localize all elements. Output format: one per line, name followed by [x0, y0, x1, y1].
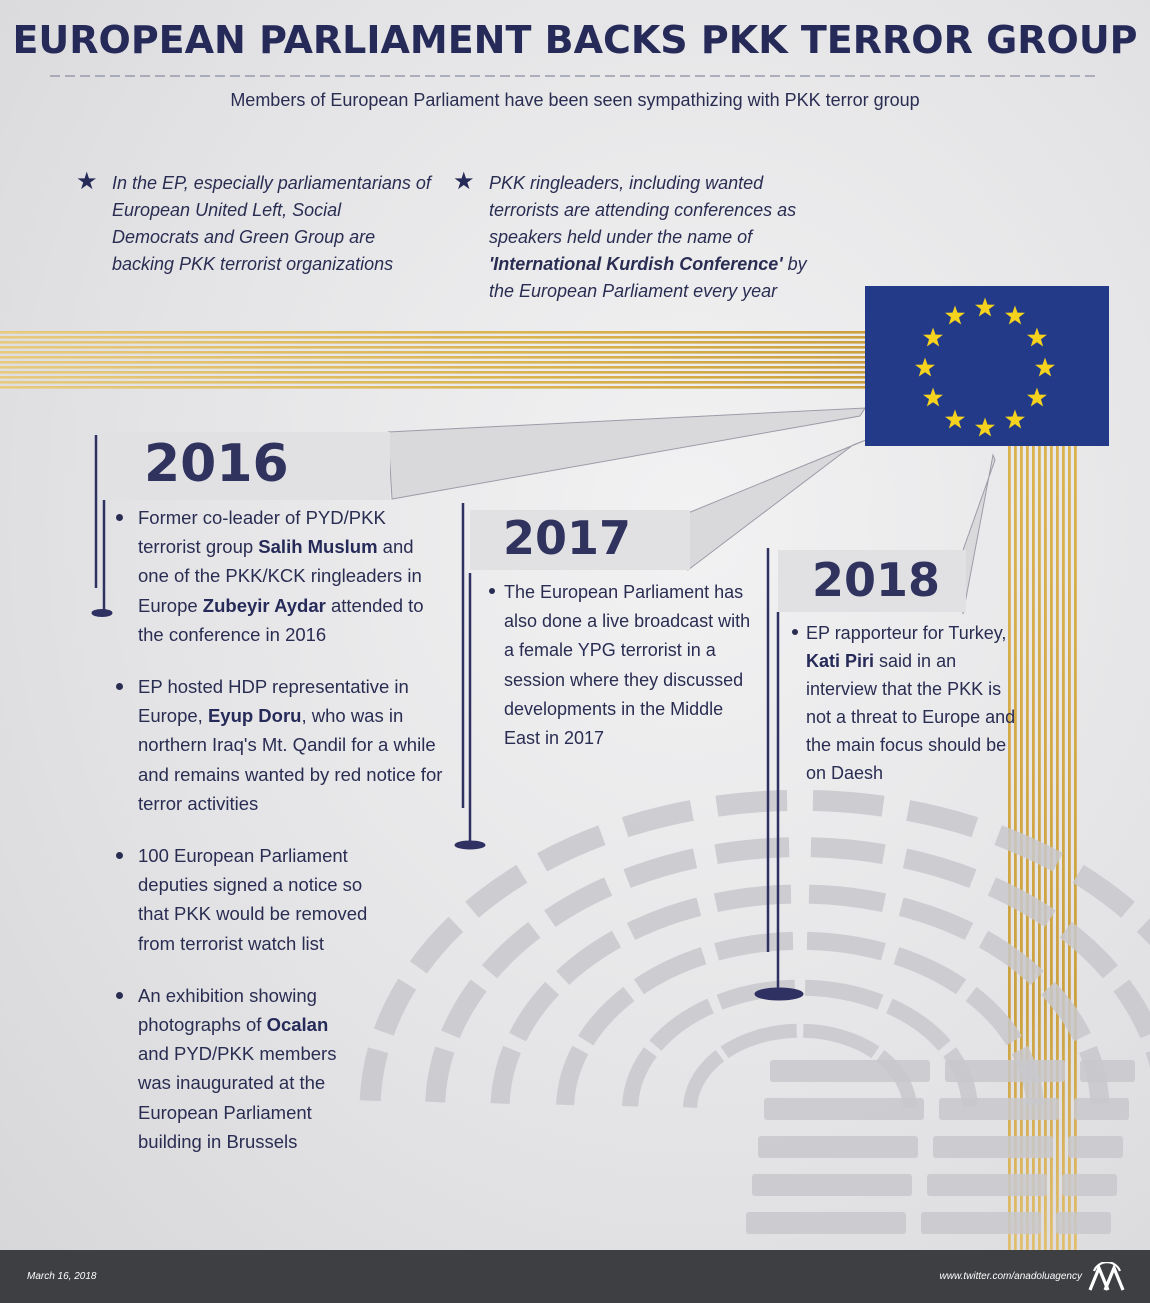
gold-stripe	[1056, 446, 1059, 1250]
gold-stripe	[0, 366, 866, 369]
item-text: attended to the conference in 2016	[138, 594, 424, 645]
item-highlight: Ocalan	[266, 1014, 329, 1036]
hemicycle-seat	[625, 810, 692, 827]
item-highlight: Salih Muslum	[258, 536, 378, 558]
gold-stripe	[0, 386, 866, 389]
gold-horizontal-stripes	[0, 331, 866, 389]
hemicycle-bench	[1068, 1136, 1123, 1158]
hemicycle-seat	[811, 847, 884, 854]
year-2018: 2018	[812, 553, 941, 607]
gold-stripe	[0, 381, 866, 384]
hemicycle-seat	[725, 1031, 797, 1053]
list-2017	[504, 578, 754, 753]
gold-stripe	[1062, 446, 1065, 1250]
hemicycle-seat	[542, 835, 602, 862]
intro-right-bold: 'International Kurdish Conference'	[489, 254, 783, 274]
list-item	[806, 619, 1016, 787]
hemicycle-bench	[752, 1174, 912, 1196]
hemicycle-seat	[518, 988, 553, 1037]
hemicycle-seat	[639, 956, 704, 987]
hemicycle-seat	[500, 1049, 512, 1103]
hemicycle-seat	[998, 835, 1058, 862]
page-title: EUROPEAN PARLIAMENT BACKS PKK TERROR GROUP	[12, 18, 1138, 62]
aa-logo-icon	[1088, 1262, 1126, 1292]
hemicycle-seat	[809, 894, 884, 903]
hemicycle-seat	[716, 894, 791, 903]
hemicycle-bench	[1074, 1098, 1129, 1120]
hemicycle-bench	[758, 1136, 918, 1158]
intro-left	[76, 168, 432, 278]
list-item	[138, 503, 448, 649]
gold-stripe	[0, 356, 866, 359]
item-text: Former co-leader of PYD/PKK terrorist group	[138, 507, 386, 558]
hemicycle-seat	[908, 810, 975, 827]
hemicycle-seat	[1078, 874, 1128, 910]
gold-stripe	[0, 346, 866, 349]
gold-stripe	[0, 361, 866, 364]
gold-stripe	[0, 336, 866, 339]
intro-right	[453, 168, 819, 305]
gold-stripe	[0, 331, 866, 334]
timeline-pole-2018	[755, 548, 803, 1000]
list-item	[138, 841, 448, 958]
hemicycle-seat	[490, 930, 535, 972]
hemicycle-seat	[803, 1031, 875, 1053]
hemicycle-seat	[563, 939, 617, 978]
hemicycle-bench	[1080, 1060, 1135, 1082]
hemicycle-bench	[939, 1098, 1059, 1120]
footer-date: March 16, 2018	[27, 1271, 97, 1282]
hemicycle-bench	[921, 1212, 1041, 1234]
hemicycle-seat	[896, 956, 961, 987]
item-text: An exhibition showing photographs of	[138, 984, 317, 1036]
hemicycle-seat	[805, 988, 880, 1003]
hemicycle-seat	[472, 874, 522, 910]
footer-source: www.twitter.com/anadoluagency	[939, 1271, 1082, 1282]
hemicycle-seat	[889, 1006, 944, 1046]
hemicycle-bench	[764, 1098, 924, 1120]
intro-left-text: In the EP, especially parliamentarians of European United Left, Social Democrats and Green Group are backing PKK terrorist organizations	[112, 173, 431, 274]
hemicycle-seat	[717, 941, 793, 952]
item-highlight: Zubeyir Aydar	[202, 594, 326, 616]
hemicycle-seat	[717, 801, 787, 807]
hemicycle-seat	[450, 986, 478, 1035]
eu-flag	[865, 286, 1109, 446]
gold-stripe	[0, 341, 866, 344]
hemicycle-seat	[1121, 986, 1149, 1035]
hemicycle-seat	[690, 1056, 720, 1108]
star-icon: ★	[76, 168, 98, 195]
hemicycle-seat	[901, 907, 969, 932]
year-2017: 2017	[503, 511, 632, 565]
gold-stripe	[1074, 446, 1077, 1250]
hemicycle-seat	[905, 858, 973, 878]
hemicycle-seat	[586, 994, 629, 1041]
page-subtitle: Members of European Parliament have been seen sympathizing with PKK terror group	[230, 90, 920, 110]
list-2018	[806, 619, 1016, 787]
hemicycle-bench	[1056, 1212, 1111, 1234]
year-2016: 2016	[144, 434, 289, 494]
hemicycle-seat	[630, 1052, 650, 1106]
gold-stripe	[0, 376, 866, 379]
item-text: EP hosted HDP representative in Europe,	[138, 676, 409, 727]
gold-stripe	[1068, 446, 1071, 1250]
item-text: and PYD/PKK members was inaugurated at the European Parliament building in Brussels	[138, 1043, 337, 1152]
hemicycle-seat	[565, 1050, 580, 1105]
hemicycle-seat	[813, 801, 883, 807]
hemicycle-seat	[807, 941, 883, 952]
item-text: EP rapporteur for Turkey,	[806, 623, 1007, 643]
list-2016	[138, 503, 448, 1179]
hemicycle-seat	[1066, 930, 1111, 972]
hemicycle-bench	[746, 1212, 906, 1234]
gold-stripe	[0, 371, 866, 374]
hemicycle-seat	[1144, 924, 1150, 967]
item-highlight: Kati Piri	[806, 651, 875, 671]
hemicycle-seat	[627, 858, 695, 878]
list-item	[504, 578, 754, 753]
hemicycle-bench	[945, 1060, 1065, 1082]
item-highlight: Eyup Doru	[207, 705, 302, 727]
hemicycle-seat	[655, 1006, 710, 1046]
item-text: , who was in northern Iraq's Mt. Qandil for a while and remains wanted by red notice for terror activities	[138, 705, 443, 814]
hemicycle-seat	[1048, 988, 1083, 1037]
hemicycle-bench	[927, 1174, 1047, 1196]
hemicycle-bench	[770, 1060, 930, 1082]
item-text: and one of the PKK/KCK ringleaders in Europe	[138, 536, 422, 616]
hemicycle-seat	[971, 994, 1014, 1041]
hemicycle-bench	[1062, 1174, 1117, 1196]
star-icon: ★	[453, 168, 475, 195]
list-item	[138, 981, 448, 1156]
item-text: 100 European Parliament deputies signed a notice so that PKK would be removed from terrorist watch list	[138, 845, 368, 954]
hemicycle-seat	[550, 887, 608, 919]
list-item	[138, 672, 448, 818]
item-text: said in an interview that the PKK is not a threat to Europe and the main focus should be on Daesh	[806, 651, 1016, 783]
hemicycle-bench	[933, 1136, 1053, 1158]
gold-stripe	[0, 351, 866, 354]
hemicycle-seat	[631, 907, 699, 932]
item-text: The European Parliament has also done a live broadcast with a female YPG terrorist in a session where they discussed developments in the Middle East in 2017	[504, 582, 751, 749]
intro-right-text-2: by the European Parliament every year	[489, 254, 807, 301]
intro-right-text-1: PKK ringleaders, including wanted terrorists are attending conferences as speakers held under the name of	[489, 173, 797, 247]
footer-bar	[0, 1250, 1150, 1303]
